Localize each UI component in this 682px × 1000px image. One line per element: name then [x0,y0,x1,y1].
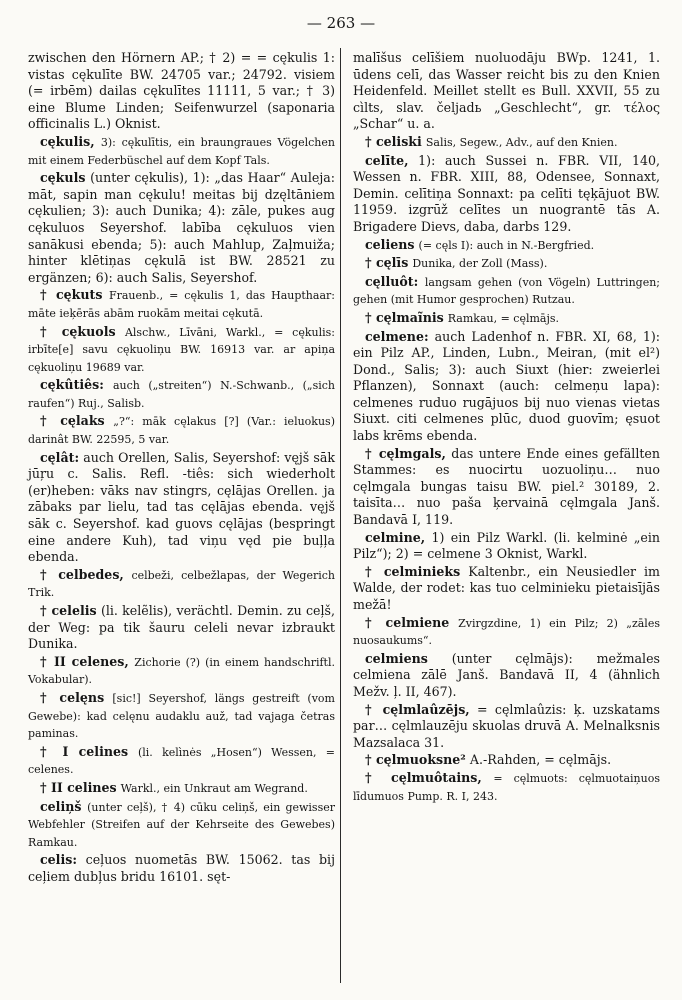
entry-headword: † cęlmlaûzējs, [365,701,470,717]
dictionary-entry [353,255,660,273]
entry-headword: † cęlmgals, [365,445,446,461]
entry-headword: celmine, [365,529,426,545]
entry-text: 1) ein Pilz Warkl. (li. kelminė „ein Pilz“); 2) = celmene 3 Oknist, Warkl. [353,529,660,562]
dictionary-entry [28,287,335,322]
dictionary-entry [28,50,335,133]
dictionary-entry [353,530,660,563]
entry-text: (li. kelìnės „Hosen“) Wessen, = celenes. [28,745,335,777]
dictionary-entry [28,567,335,602]
dictionary-entry [28,654,335,689]
dictionary-entry [353,702,660,752]
dictionary-entry [28,377,335,412]
entry-headword: † II celenes, [40,653,129,669]
entry-text: auch Ladenhof n. FBR. XI, 68, 1): ein Pilz AP., Linden, Lubn., Meiran, (mit el²) Dond., Salis; 3): auch Siuxt (hier: zweierlei Pflanzen), Sonnaxt (auch: celmeņu lapa): celmenes ruduo rugājuos bij nuo vienas vietas Siuxt. citi celmenes plūc, duod guovīm; ęsuot labs krēms ebenda. [353,328,660,444]
dictionary-entry [28,170,335,286]
dictionary-entry [28,744,335,779]
entry-headword: † celmiene [365,614,450,630]
entry-headword: celis: [40,852,77,868]
entry-text: langsam gehen (von Vögeln) Luttringen; gehen (mit Humor gesprochen) Rutzau. [353,275,660,307]
entry-headword: † celminieks [365,563,461,579]
entry-text: celbeži, celbežlapas, der Wegerich Trik. [28,568,335,600]
entry-text: Ramkau, = cęlmājs. [447,311,560,325]
entry-text: Zichorie (?) (in einem handschriftl. Vokabular). [28,655,335,687]
dictionary-entry [28,799,335,852]
entry-text: auch Orellen, Salis, Seyershof: vęjš sāk jūŗu c. Salis. Refl. -tiês: sich wiederholt (er)heben: vāks nav stingrs, cęlājas Orellen. ja zābaks par lielu, tad tas cęlājas ebenda. vęjš sāk c. Seyershof. kad guovs cęlājas (bespringt eine andere Kuh), tad viņu vęd pie buļļa ebenda. [28,449,335,565]
dictionary-entry [353,237,660,255]
entry-headword: † celiski [365,133,422,149]
entry-text: Salis, Segew., Adv., auf den Knien. [425,135,618,149]
dictionary-entry [353,564,660,614]
entry-headword: † I celines [40,743,129,759]
column-divider [340,48,341,983]
entry-text: Warkl., ein Unkraut am Wegrand. [120,781,308,795]
right-column [353,50,660,806]
page-number: — 263 — [306,14,376,32]
entry-text: zwischen den Hörnern AP.; † 2) = = cękulis 1: vistas cękulīte BW. 24705 var.; 24792. visiem (= irbēm) dailas cękulītes 11111, 5 var.; † 3) eine Blume Linden; Seifenwurzel (saponaria officinalis L.) Oknist. [28,50,335,132]
entry-text: (= cęls I): auch in N.-Bergfried. [418,238,595,252]
dictionary-entry [353,329,660,445]
entry-text: A.-Rahden, = cęlmājs. [469,752,612,768]
entry-headword: cęlât: [40,449,80,465]
dictionary-entry [28,603,335,653]
entry-headword: † cęlīs [365,255,409,271]
dictionary-entry [353,651,660,701]
entry-text: = cęlmuots: cęlmuotaiņuos līdumuos Pump. R. I, 243. [353,771,660,803]
entry-headword: † cęlmuôtains, [365,769,482,785]
dictionary-entry [353,770,660,805]
entry-text: ceļuos nuometās BW. 15062. tas bij ceļiem dubļus bridu 16101. sęt- [28,852,335,884]
entry-text: Frauenb., = cękulis 1, das Haupthaar: māte ieķērās abām ruokām meitai cękutā. [28,289,335,320]
entry-text: Zvirgzdine, 1) ein Pilz; 2) „zāles nuosaukums“. [353,616,660,648]
entry-text: (unter ceļš), † 4) cūku celiņš, ein gewisser Webfehler (Streifen auf der Kehrseite des Gewebes) Ramkau. [28,800,335,849]
left-column [28,50,335,887]
entry-text: (li. kelẽlis), verächtl. Demin. zu ceļš, der Weg: pa tik šauru celeli nevar izbraukt Dunika. [28,603,335,652]
entry-text: Dunika, der Zoll (Mass). [412,257,548,271]
dictionary-entry [28,690,335,743]
dictionary-entry [353,50,660,133]
entry-text: auch („streiten“) N.-Schwanb., („sich raufen“) Ruj., Salisb. [28,379,335,410]
dictionary-entry [28,780,335,798]
entry-headword: cękulis, [40,133,95,149]
dictionary-entry [28,324,335,377]
entry-headword: cękuls [40,170,86,186]
dictionary-entry [353,274,660,309]
entry-text: 1): auch Sussei n. FBR. VII, 140, Wessen n. FBR. XIII, 88, Odensee, Sonnaxt, Demin. celītiņa Sonnaxt: pa celīti tęķājuot BW. 11959. izgrūž celītes un nuograntē tās A. Brigadere Dievs, daba, darbs 129. [353,152,660,234]
dictionary-entry [353,134,660,152]
entry-headword: celiens [365,236,415,252]
entry-headword: † II celines [40,779,117,795]
entry-text: (unter cękulis), 1): „das Haar“ Auleja: māt, sapin man cękulu! meitas bij dzęltāniem cękulien; 3): auch Dunika; 4): zāle, pukes aug cękuluos Seyershof. labība cękuluos vien sanākusi ebenda; 5): auch Mahlup, Zaļmuiža; hinter klētiņas cękulā ist BW. 28521 zu ergänzen; 6): auch Salis, Seyershof. [28,170,335,285]
entry-text: Kaltenbr., ein Neusiedler im Walde, der rodet: kas tuo celminieku pietaisījās mežā! [353,563,660,612]
dictionary-entry [353,752,660,769]
entry-text: „?“: māk cęlakus [?] (Var.: ieluokus) darinât BW. 22595, 5 var. [28,415,335,447]
entry-text: [sic!] Seyershof, längs gestreift (vom Gewebe): kad celęnu audaklu auž, tad vajaga četras paminas. [28,691,335,741]
entry-text: (unter cęlmājs): mežmales celmiena zālē Janš. Bandavā II, 4 (ähnlich Mežv. ļ. II, 467). [353,650,660,699]
entry-headword: † cęlmuoksne² [365,752,466,768]
entry-headword: † cęlmaĩnis [365,309,444,325]
entry-headword: † cęlaks [40,413,105,429]
entry-headword: cęlluôt: [365,273,419,289]
entry-text: Alschw., Līvāni, Warkl., = cękulis: irbīte[e] savu cękuoliņu BW. 16913 var. ar apiņa cękuoliņu 19689 var. [28,325,335,374]
dictionary-entry [353,310,660,328]
entry-headword: † cękuts [40,287,103,303]
dictionary-entry [28,413,335,448]
entry-headword: cękûtiês: [40,377,104,393]
entry-headword: † celelis [40,603,97,618]
dictionary-entry [353,615,660,650]
entry-text: malīšus celīšiem nuoluodāju BWp. 1241, 1. ūdens celī, das Wasser reicht bis zu den Knien Heidenfeld. Meillet stellt es Bull. XXVII, 55 zu cìlts, slav. čeljadь „Geschlecht“, gr. τέλος „Schar“ u. a. [353,50,660,132]
dictionary-entry [28,134,335,169]
entry-headword: † celbedes, [40,566,124,582]
entry-headword: celmiens [365,650,428,666]
entry-text: = cęlmlaûzis: ķ. uzskatams par… cęlmlauzēju skuolas druvā A. Melnalksnis Mazsalaca 31. [353,701,660,750]
entry-headword: † cękuols [40,323,116,339]
entry-headword: celīte, [365,152,409,168]
dictionary-entry [353,153,660,236]
dictionary-entry [28,852,335,885]
entry-headword: celmene: [365,328,429,344]
dictionary-entry [353,446,660,529]
entry-text: 3): cękulītis, ein braungraues Vögelchen mit einem Federbüschel auf dem Kopf Tals. [28,135,335,167]
entry-headword: celiņš [40,798,82,814]
dictionary-entry [28,450,335,566]
entry-headword: † celęns [40,689,105,705]
entry-text: das untere Ende eines gefällten Stammes: es nuocirtu uozuoliņu… nuo cęlmgala bungas taisu BW. piel.² 30189, 2. taisīta… nuo paša ķervainā cęlmgala Janš. Bandavā I, 119. [353,445,660,528]
